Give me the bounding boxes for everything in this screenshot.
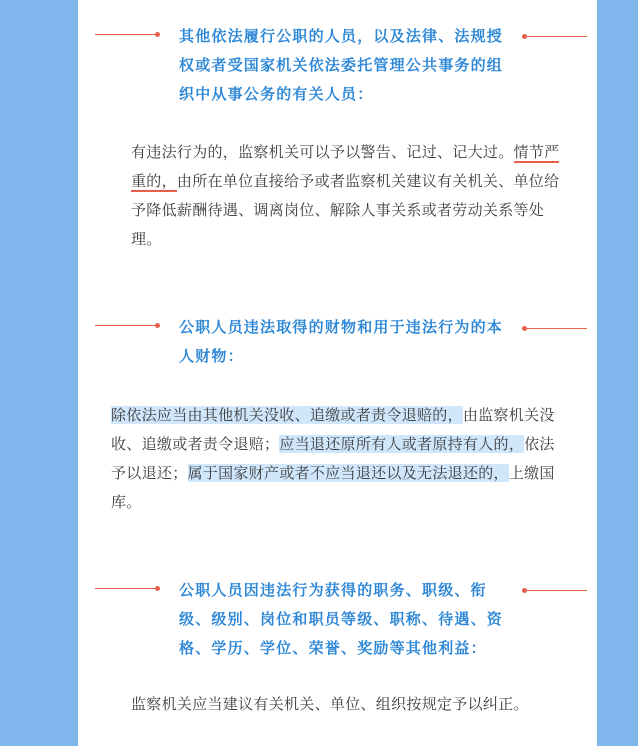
section-heading: 公职人员因违法行为获得的职务、职级、衔级、级别、岗位和职员等级、职称、待遇、资格、学历、学位、荣誉、奖励等其他利益：: [179, 581, 504, 657]
article-page: [78, 0, 597, 746]
section-heading: 其他依法履行公职的人员，以及法律、法规授权或者受国家机关依法委托管理公共事务的组织中从事公务的有关人员：: [179, 27, 504, 103]
heading-rule-left: [95, 34, 157, 35]
section-body: 监察机关应当建议有关机关、单位、组织按规定予以纠正。: [131, 695, 529, 713]
underlined-phrase: 情节严重的，: [131, 143, 560, 190]
highlighted-phrase: 除依法应当由其他机关没收、追缴或者责令退赔的，: [111, 406, 463, 424]
section-heading: 公职人员违法取得的财物和用于违法行为的本人财物：: [179, 318, 504, 365]
heading-rule-right: [525, 590, 587, 591]
heading-rule-left: [95, 325, 157, 326]
heading-rule-right: [525, 36, 587, 37]
heading-rule-right: [525, 328, 587, 329]
section-body: 有违法行为的，监察机关可以予以警告、记过、记大过。情节严重的，由所在单位直接给予或者监察机关建议有关机关、单位给予降低薪酬待遇、调离岗位、解除人事关系或者劳动关系等处理。: [131, 143, 560, 248]
section-body: 除依法应当由其他机关没收、追缴或者责令退赔的，由监察机关没收、追缴或者责令退赔；应当退还原所有人或者原持有人的，依法予以退还；属于国家财产或者不应当退还以及无法退还的，上缴国库。: [111, 406, 555, 511]
highlighted-phrase: 属于国家财产或者不应当退还以及无法退还的，: [187, 464, 509, 482]
heading-rule-left: [95, 588, 157, 589]
highlighted-phrase: 应当退还原所有人或者原持有人的，: [279, 435, 525, 453]
